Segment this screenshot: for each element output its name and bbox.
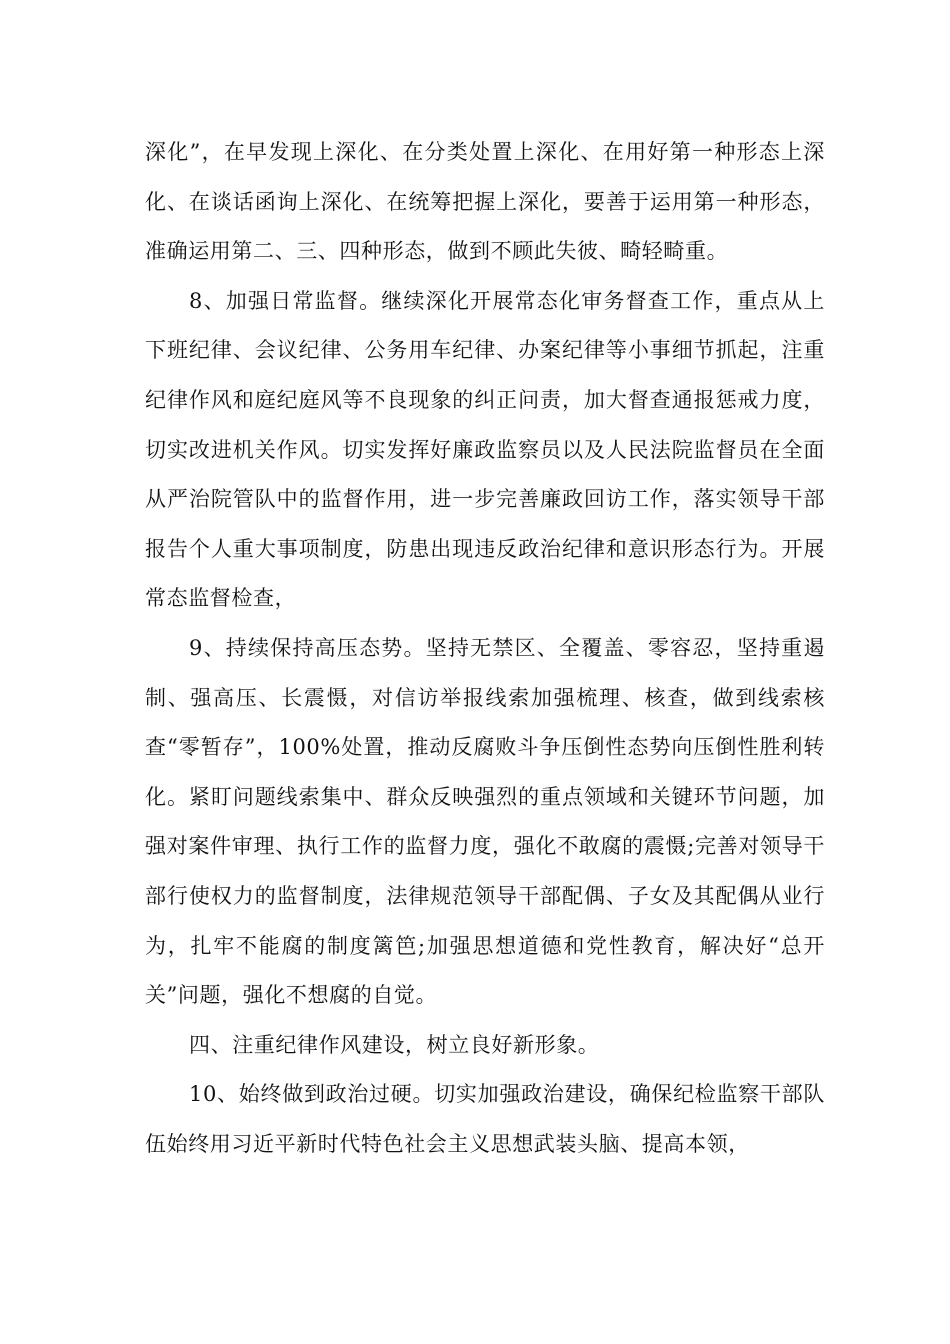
paragraph-item-9: 9、持续保持高压态势。坚持无禁区、全覆盖、零容忍，坚持重遏制、强高压、长震慑，对信访举报线索加强梳理、核查，做到线索核查“零暂存”，100%处置，推动反腐败斗争压倒性态势向压倒性胜利转化。紧盯问题线索集中、群众反映强烈的重点领域和关键环节问题，加强对案件审理、执行工作的监督力度，强化不敢腐的震慑;完善对领导干部行使权力的监督制度，法律规范领导干部配偶、子女及其配偶从业行为，扎牢不能腐的制度篱笆;加强思想道德和党性教育，解决好“总开关”问题，强化不想腐的自觉。 (145, 635, 825, 1008)
paragraph-continued: 深化”，在早发现上深化、在分类处置上深化、在用好第一种形态上深化、在谈话函询上深化、在统筹把握上深化，要善于运用第一种形态，准确运用第二、三、四种形态，做到不顾此失彼、畸轻畸重。 (145, 140, 825, 264)
section-heading-4: 四、注重纪律作风建设，树立良好新形象。 (189, 1032, 600, 1057)
paragraph-item-8: 8、加强日常监督。继续深化开展常态化审务督查工作，重点从上下班纪律、会议纪律、公务用车纪律、办案纪律等小事细节抓起，注重纪律作风和庭纪庭风等不良现象的纠正问责，加大督查通报惩戒力度，切实改进机关作风。切实发挥好廉政监察员以及人民法院监督员在全面从严治院管队中的监督作用，进一步完善廉政回访工作，落实领导干部报告个人重大事项制度，防患出现违反政治纪律和意识形态行为。开展常态监督检查， (145, 288, 825, 611)
document-body (145, 128, 825, 1169)
paragraph-item-10: 10、始终做到政治过硬。切实加强政治建设，确保纪检监察干部队伍始终用习近平新时代特色社会主义思想武装头脑、提高本领， (145, 1082, 825, 1156)
